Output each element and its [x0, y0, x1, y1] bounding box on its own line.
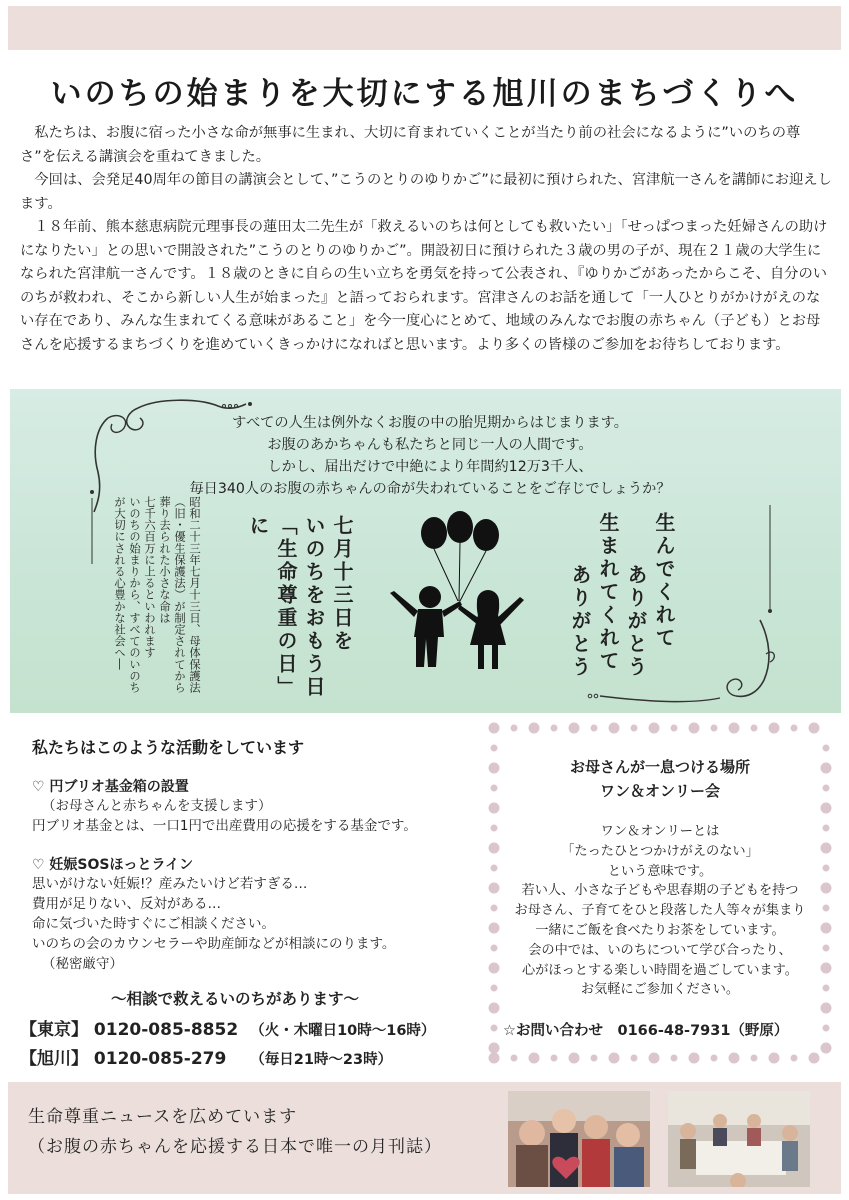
frame-dot: [729, 1053, 740, 1064]
one-and-only-body-7: 会の中では、いのちについて学び合ったり、: [528, 942, 792, 958]
day-vertical-text: [244, 515, 356, 710]
activities-title: 私たちはこのような活動をしています: [32, 738, 305, 757]
frame-dot: [809, 1053, 820, 1064]
sos-line-1: 思いがけない妊娠!？産みたいけど若すぎる…: [32, 876, 308, 892]
photo-group-hearts: [508, 1091, 650, 1187]
frame-dot: [569, 723, 580, 734]
hotline-tokyo-label: 【東京】: [20, 1020, 88, 1040]
frame-dot: [823, 745, 830, 752]
frame-dot: [809, 723, 820, 734]
thanks-col-1: 生んでくれて: [652, 512, 676, 650]
divider-right-line: [766, 505, 774, 615]
fund-box-sub: （お母さんと赤ちゃんを支援します）: [42, 798, 272, 814]
history-col-2: （旧・優生保護法）が制定されてから: [173, 496, 186, 694]
hotline-asahikawa-label: 【旭川】: [20, 1049, 88, 1069]
children-balloons-illustration: [380, 505, 540, 680]
one-and-only-body-5: お母さん、子育てをひと段落した人等々が集まり: [514, 903, 806, 919]
statement-line-1: すべての人生は例外なくお腹の中の胎児期からはじまります。: [232, 415, 628, 431]
intro-text: [20, 122, 832, 357]
frame-dot: [551, 725, 558, 732]
frame-dot: [711, 1055, 718, 1062]
one-and-only-body-8: 心がほっとする楽しい時間を過ごしています。: [522, 962, 798, 978]
history-col-3: 葬り去られた小さな命は: [158, 496, 171, 624]
sos-line-4: いのちの会のカウンセラーや助産師などが相談にのります。: [32, 936, 396, 952]
sos-line-3: 命に気づいた時すぐにご相談ください。: [32, 916, 275, 932]
frame-dot: [821, 1003, 832, 1014]
hotline-tokyo-number[interactable]: 0120-085-8852: [93, 1020, 239, 1040]
main-title: いのちの始まりを大切にする旭川のまちづくりへ: [50, 76, 799, 112]
one-and-only-body-9: お気軽にご参加ください。: [580, 982, 740, 998]
thanks-vertical-text: [566, 512, 678, 702]
sos-line-2: 費用が足りない、反対がある…: [32, 896, 221, 912]
history-col-1: 昭和二十三年七月十三日、母体保護法: [188, 496, 201, 694]
frame-dot: [649, 723, 660, 734]
frame-dot: [529, 1053, 540, 1064]
frame-dot: [729, 723, 740, 734]
day-col-1: 七月十三日を: [330, 515, 354, 653]
frame-dot: [689, 1053, 700, 1064]
frame-dot: [489, 1003, 500, 1014]
one-and-only-title-line-1: お母さんが一息つける場所: [569, 758, 750, 776]
one-and-only-body-2: 「たったひとつかけがえのない」: [561, 843, 759, 859]
consult-heading: ～相談で救えるいのちがあります～: [110, 990, 359, 1008]
intro-paragraph-2: 今回は、会発足40周年の節目の講演会として、”こうのとりのゆりかご”に最初に預けられた、宮津航一さんを講師にお迎えします。: [20, 172, 832, 212]
contact-info[interactable]: ☆お問い合わせ 0166-48-7931（野原）: [503, 1023, 789, 1039]
frame-dot: [769, 723, 780, 734]
one-and-only-title-line-2: ワン＆オンリー会: [599, 782, 720, 800]
history-col-4: 七千六百万に上るといわれます: [143, 496, 156, 659]
statement-block: [70, 412, 790, 500]
hotline-tokyo-hours: （火・木曜日10時～16時）: [250, 1023, 436, 1039]
frame-dot: [689, 723, 700, 734]
thanks-col-4: ありがとう: [568, 564, 592, 679]
frame-dot: [791, 725, 798, 732]
frame-dot: [769, 1053, 780, 1064]
news-line-2: （お腹の赤ちゃんを応援する日本で唯一の月刊誌）: [28, 1137, 442, 1157]
frame-dot: [489, 1043, 500, 1054]
one-and-only-body-1: ワン＆オンリーとは: [600, 824, 720, 839]
frame-dot: [491, 745, 498, 752]
frame-dot: [511, 1055, 518, 1062]
frame-dot: [631, 1055, 638, 1062]
frame-dot: [671, 725, 678, 732]
hotline-asahikawa-number[interactable]: 0120-085-279: [93, 1049, 227, 1069]
hotline-tokyo: [20, 1015, 435, 1040]
frame-dot: [529, 723, 540, 734]
frame-dot: [609, 1053, 620, 1064]
top-band: [8, 6, 841, 50]
frame-dot: [649, 1053, 660, 1064]
frame-dot: [511, 725, 518, 732]
one-and-only-title: [484, 755, 836, 803]
frame-dot: [751, 725, 758, 732]
one-and-only-body-6: 一緒にご飯を食べたりお茶をしています。: [535, 922, 785, 938]
frame-dot: [551, 1055, 558, 1062]
news-line-1: 生命尊重ニュースを広めています: [28, 1107, 298, 1127]
frame-dot: [609, 723, 620, 734]
frame-dot: [821, 1043, 832, 1054]
day-col-3: 「生命尊重の日」に: [246, 515, 298, 699]
sos-line-5: （秘密厳守）: [42, 956, 123, 972]
frame-dot: [823, 1025, 830, 1032]
frame-dot: [491, 1025, 498, 1032]
frame-dot: [751, 1055, 758, 1062]
frame-dot: [591, 725, 598, 732]
one-and-only-body-3: という意味です。: [607, 863, 713, 879]
statement-line-2: お腹のあかちゃんも私たちと同じ一人の人間です。: [267, 437, 593, 453]
history-vertical-text: [112, 496, 202, 706]
sos-line-heading: ♡ 妊娠SOSほっとライン: [32, 857, 194, 873]
fund-box-heading: ♡ 円ブリオ基金箱の設置: [32, 779, 189, 795]
frame-dot: [569, 1053, 580, 1064]
frame-dot: [489, 803, 500, 814]
frame-dot: [671, 1055, 678, 1062]
statement-line-4: 毎日340人のお腹の赤ちゃんの命が失われていることをご存じでしょうか？: [189, 481, 671, 497]
history-col-5: いのちの始まりから、すべてのいのち: [128, 496, 141, 694]
news-text: [28, 1102, 442, 1162]
thanks-col-2: ありがとう: [624, 564, 648, 679]
fund-box-desc: 円ブリオ基金とは、一口1円で出産費用の応援をする基金です。: [32, 818, 417, 834]
hotline-asahikawa: [20, 1044, 392, 1069]
one-and-only-body-4: 若い人、小さな子どもや思春期の子どもを持つ: [521, 883, 799, 899]
one-and-only-body: [484, 822, 836, 1000]
day-col-2: いのちをおもう日: [302, 515, 326, 699]
photo-meeting-room: [668, 1091, 810, 1187]
thanks-col-3: 生まれてくれて: [596, 512, 620, 673]
statement-line-3: しかし、届出だけで中絶により年間約12万3千人、: [267, 459, 593, 475]
history-col-6: が大切にされる心豊かな社会へ―: [113, 496, 126, 670]
frame-dot: [791, 1055, 798, 1062]
frame-dot: [821, 803, 832, 814]
frame-dot: [591, 1055, 598, 1062]
intro-paragraph-3: １８年前、熊本慈恵病院元理事長の蓮田太二先生が「救えるいのちは何としても救いたい」「せっぱつまった妊婦さんの助けになりたい」との思いで開設された”こうのとりのゆりかご”。開設初日に預けられた３歳の男の子が、現在２１歳の大学生になられた宮津航一さんです。１８歳のときに自らの生い立ちを勇気を持って公表され、『ゆりかごがあったからこそ、自分のいのちが救われ、そこから新しい人生が始まった』と語っておられます。宮津さんのお話を通して「一人ひとりがかけがえのない存在であり、みんな生まれてくる意味があること」を今一度心にとめて、地域のみんなでお腹の赤ちゃん（子ども）とお母さんを応援するまちづくりを進めていくきっかけになればと思います。より多くの皆様のご参加をお待ちしております。: [20, 219, 828, 353]
intro-paragraph-1: 私たちは、お腹に宿った小さな命が無事に生まれ、大切に育まれていくことが当たり前の社会になるように”いのちの尊さ”を伝える講演会を重ねてきました。: [20, 125, 801, 165]
frame-dot: [711, 725, 718, 732]
divider-left-line: [88, 488, 96, 568]
hotline-asahikawa-hours: （毎日21時～23時）: [250, 1052, 393, 1068]
frame-dot: [489, 1053, 500, 1064]
activities-section: [32, 735, 472, 974]
frame-dot: [631, 725, 638, 732]
frame-dot: [489, 723, 500, 734]
